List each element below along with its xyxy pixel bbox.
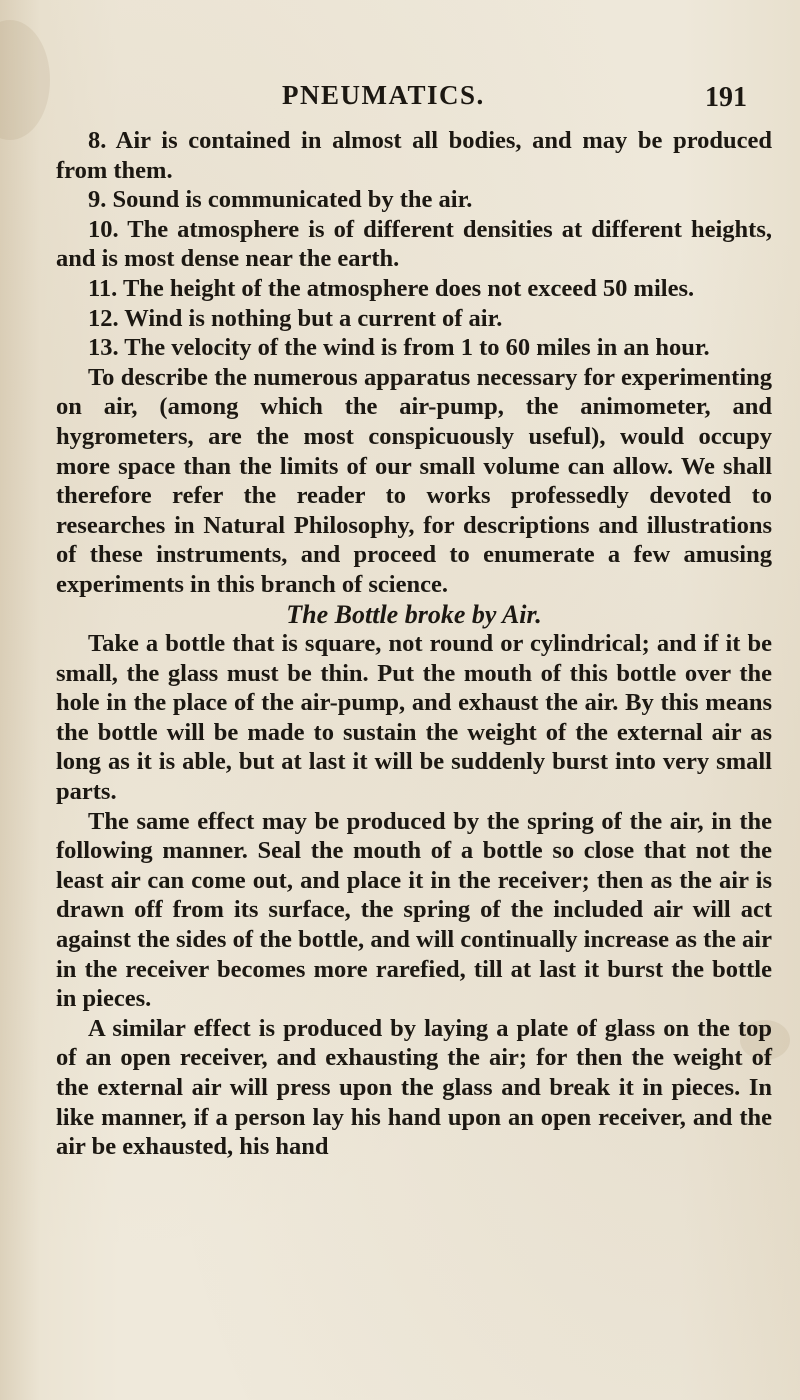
fact-item-9: 9. Sound is communicated by the air. (88, 186, 473, 214)
page-number: 191 (705, 82, 747, 113)
fact-item-10: 10. The atmosphere is of different densities at different heights, and is most dense near the earth. (56, 215, 772, 273)
intro-paragraph: To describe the numerous apparatus necessary for experimenting on air, (among which the air-pump, the animometer, and hygrometers, are the most conspicuously useful), would occupy more space than the limits of our small volume can allow. We shall therefore refer the reader to works professedly devoted to researches in Natural Philosophy, for descriptions and illustrations of these instruments, and proceed to enumerate a few amusing experiments in this branch of science. (56, 363, 772, 598)
section-heading: The Bottle broke by Air. (286, 599, 542, 629)
running-head (0, 80, 800, 120)
fact-item-8: 8. Air is contained in almost all bodies, and may be produced from them. (56, 127, 772, 184)
section-paragraph: The same effect may be produced by the spring of the air, in the following manner. Seal the mouth of a bottle so close that not the least air can come out, and place it in the receiver; then as the air is drawn off from its surface, the spring of the included air will act against the sides of the bottle, and will continually increase as the air in the receiver becomes more rarefied, till at last it burst the bottle in pieces. (56, 807, 772, 1013)
fact-item-12: 12. Wind is nothing but a current of air. (88, 304, 503, 332)
section-paragraph: Take a bottle that is square, not round or cylindrical; and if it be small, the glass must be thin. Put the mouth of this bottle over the hole in the place of the air-pump, and exhaust the air. By this means the bottle will be made to sustain the weight of the external air as long as it is able, but at last it will be suddenly burst into very small parts. (56, 630, 772, 806)
section-paragraph: A similar effect is produced by laying a plate of glass on the top of an open receiver, and exhausting the air; for then the weight of the external air will press upon the glass and break it in pieces. In like manner, if a person lay his hand upon an open receiver, and the air be exhausted, his hand (56, 1014, 772, 1161)
running-title: PNEUMATICS. (282, 80, 485, 110)
fact-item-13: 13. The velocity of the wind is from 1 to 60 miles in an hour. (88, 334, 710, 362)
fact-item-11: 11. The height of the atmosphere does not exceed 50 miles. (88, 274, 695, 302)
body-text (56, 126, 772, 1162)
